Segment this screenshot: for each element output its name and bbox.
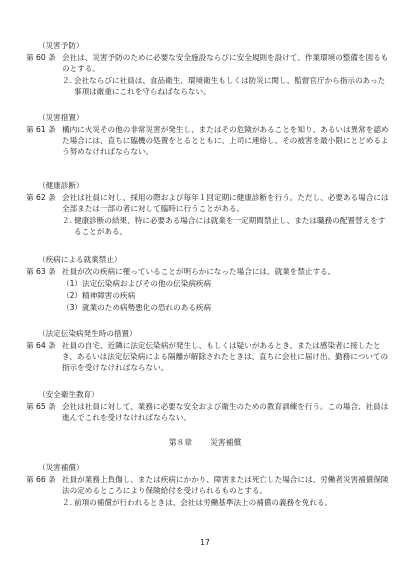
article-63 (26, 266, 390, 277)
chapter-number: 第８章 (168, 438, 193, 447)
section-heading-63: （疾病による就業禁止） (38, 255, 122, 264)
paragraph-text: 健康診断の結果、特に必要ある場合には就業を一定期間禁止し、または職務の配置替えをすることがある。 (74, 216, 386, 237)
article-text: 構内に火災その他の非常災害が発生し、またはその危険があることを知り、あるいは異常を認めた場合には、直ちに臨機の処置をとるとともに、上司に連絡し、その被害を最小限にとどめるよう努めなければならない。 (62, 125, 389, 157)
article-number: 第 65 条 (26, 402, 56, 411)
article-number: 第 66 条 (26, 475, 56, 484)
paragraph-text: 前項の補償が行われるときは、会社は労働基準法上の補償の義務を免れる。 (74, 498, 333, 507)
article-text: 会社は、災害予防のために必要な安全施設ならびに安全規則を設けて、作業環境の整備を図るものとする。 (62, 53, 389, 74)
list-item: （3）就業のため病勢悪化の恐れのある疾病 (62, 303, 212, 312)
article-64 (26, 340, 390, 374)
section-heading-64: （法定伝染病発生時の措置） (38, 329, 137, 338)
article-number: 第 61 条 (26, 125, 56, 134)
section-heading-66: （災害補償） (38, 463, 84, 472)
page-number: 17 (200, 538, 210, 547)
article-text: 会社は社員に対し、採用の際および毎年１回定期に健康診断を行う。ただし、必要ある場合には全部または一部の者に対して臨時に行うことがある。 (62, 193, 389, 214)
article-text: 社員が次の疾病に罹っていることが明らかになった場合には、就業を禁止する。 (62, 267, 336, 276)
paragraph-number: ２. (62, 76, 73, 85)
list-item: （2）精神障害の疾病 (62, 291, 136, 300)
article-number: 第 63 条 (26, 267, 56, 276)
article-number: 第 60 条 (26, 53, 56, 62)
chapter-title: 災害補償 (210, 438, 242, 447)
section-heading-61: （災害措置） (38, 113, 84, 122)
article-66 (26, 474, 390, 496)
section-heading-60: （災害予防） (38, 41, 84, 50)
article-60-paragraph-2 (62, 75, 390, 97)
section-heading-65: （安全衛生教育） (38, 390, 99, 399)
list-item: （1）法定伝染病およびその他の伝染病疾病 (62, 279, 212, 288)
article-62 (26, 192, 390, 214)
section-heading-62: （健康診断） (38, 181, 84, 190)
article-65 (26, 401, 390, 423)
article-61 (26, 124, 390, 158)
article-62-paragraph-2 (62, 215, 390, 237)
paragraph-text: 会社ならびに社員は、食品衛生、環境衛生もしくは防災に関し、監督官庁から指示のあった事項は厳重にこれを守らねばならない。 (74, 76, 386, 97)
article-66-paragraph-2 (62, 497, 390, 508)
article-number: 第 64 条 (26, 341, 56, 350)
article-text: 社員が業務上負傷し、または疾病にかかり、障害または死亡した場合には、労働者災害補償保険法の定めるところにより保険給付を受けられるものとする。 (62, 475, 389, 496)
article-60 (26, 52, 390, 74)
article-number: 第 62 条 (26, 193, 56, 202)
chapter-heading (0, 437, 410, 448)
article-text: 社員の自宅、近隣に法定伝染病が発生し、もしくは疑いがあるとき、または感染者に接したとき、あるいは法定伝染病による隔離が解除されたときは、直ちに会社に届け出、勤務についての指示を受けなければならない。 (62, 341, 389, 373)
paragraph-number: ２. (62, 498, 73, 507)
article-text: 会社は社員に対して、業務に必要な安全および衛生のための教育訓練を行う。この場合、社員は進んでこれを受けなければならない。 (62, 402, 389, 423)
paragraph-number: ２. (62, 216, 73, 225)
